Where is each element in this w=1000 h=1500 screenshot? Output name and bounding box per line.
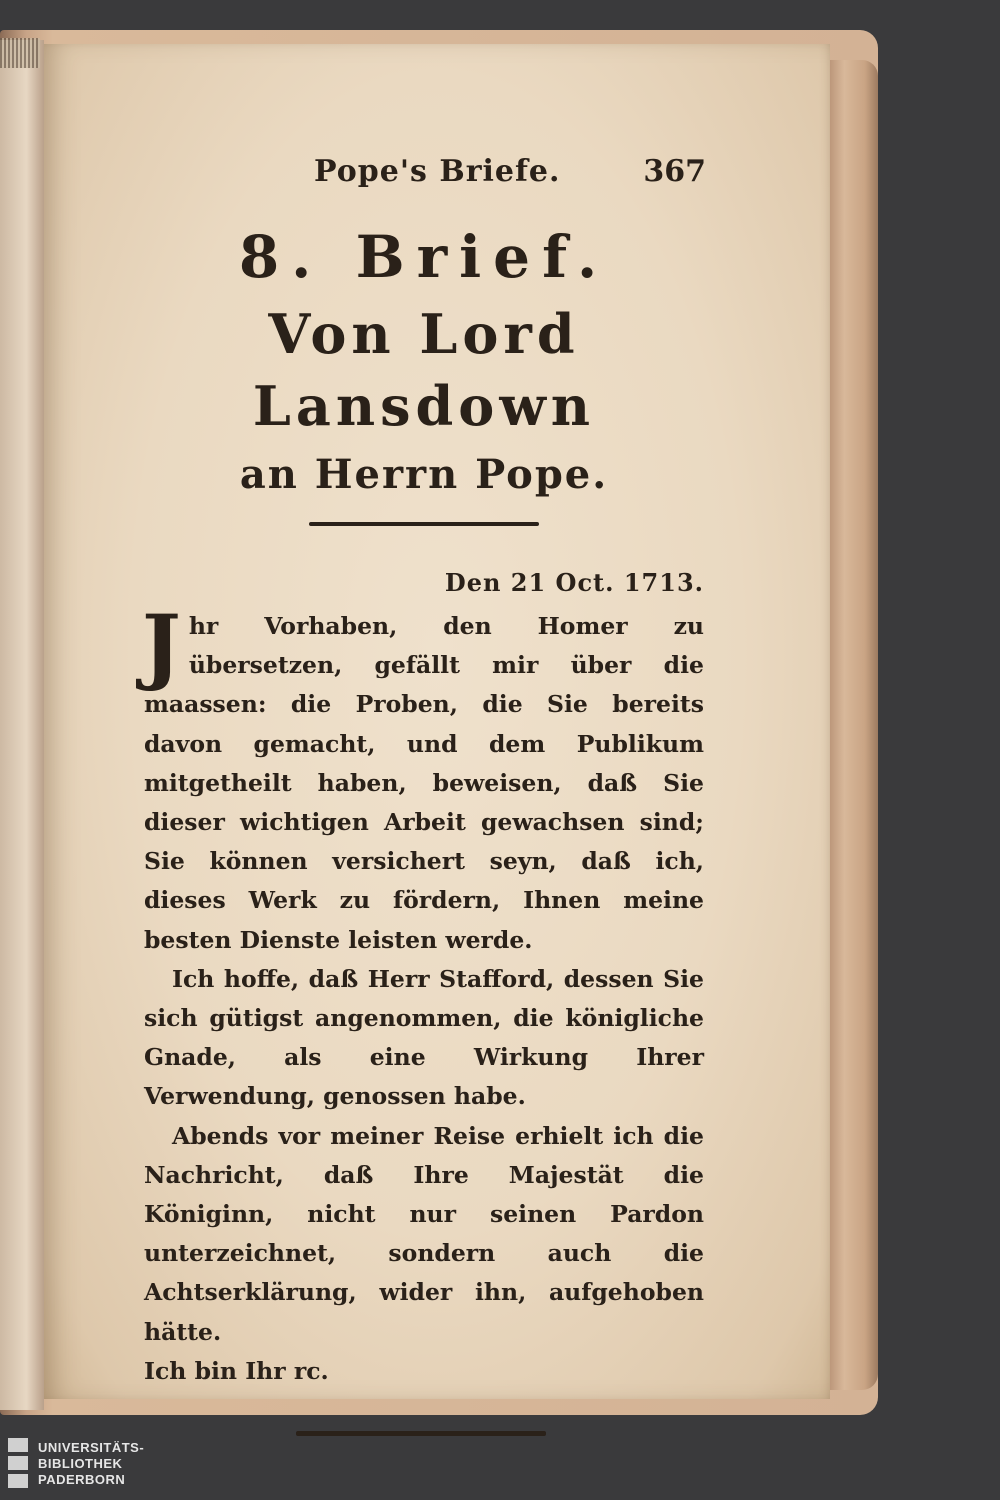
drop-cap: J bbox=[142, 598, 181, 694]
dateline: Den 21 Oct. 1713. bbox=[444, 568, 704, 597]
library-logo-line-3: PADERBORN bbox=[38, 1472, 126, 1487]
binding-thread bbox=[0, 38, 40, 68]
page-text-block bbox=[144, 154, 704, 1436]
letter-sender-heading: Von Lord Lansdown bbox=[252, 302, 596, 438]
library-logo-text bbox=[38, 1440, 144, 1488]
running-head bbox=[144, 154, 704, 194]
paragraph-3: Abends vor meiner Reise erhielt ich die Nachricht, daß Ihre Majestät die Königinn, nicht nur seinen Pardon unterzeichnet, sondern auch die Achtserklärung, wider ihn, aufgehoben hätte. bbox=[144, 1121, 704, 1346]
paragraph-2: Ich hoffe, daß Herr Stafford, dessen Sie sich gütigst angenommen, die königliche Gnade, als eine Wirkung Ihrer Verwendung, genossen habe. bbox=[144, 964, 704, 1111]
paragraph-1-text: hr Vorhaben, den Homer zu übersetzen, gefällt mir über die maassen: die Proben, die Sie bereits davon gemacht, und dem Publikum mitgetheilt haben, beweisen, daß Sie dieser wichtigen Arbeit gewachsen sind; Sie können versichert seyn, daß ich, dieses Werk zu fördern, Ihnen meine besten Dienste leisten werde. bbox=[144, 612, 704, 954]
letter-number-heading: 8. Brief. bbox=[238, 223, 610, 291]
running-head-title: Pope's Briefe. bbox=[314, 154, 561, 189]
page-number: 367 bbox=[643, 154, 706, 189]
heading-rule bbox=[309, 522, 539, 526]
letter-recipient-heading: an Herrn Pope. bbox=[239, 451, 609, 498]
closing-rule bbox=[296, 1431, 546, 1436]
library-logo-icon bbox=[8, 1438, 28, 1492]
paragraph-1 bbox=[142, 598, 704, 960]
library-logo-line-1: UNIVERSITÄTS- bbox=[38, 1440, 145, 1455]
facing-page-edge bbox=[0, 40, 44, 1410]
book-page bbox=[44, 44, 830, 1399]
library-logo-line-2: BIBLIOTHEK bbox=[38, 1456, 123, 1471]
book-cover-edge bbox=[826, 60, 878, 1390]
closing-line: Ich bin Ihr rc. bbox=[144, 1356, 329, 1385]
